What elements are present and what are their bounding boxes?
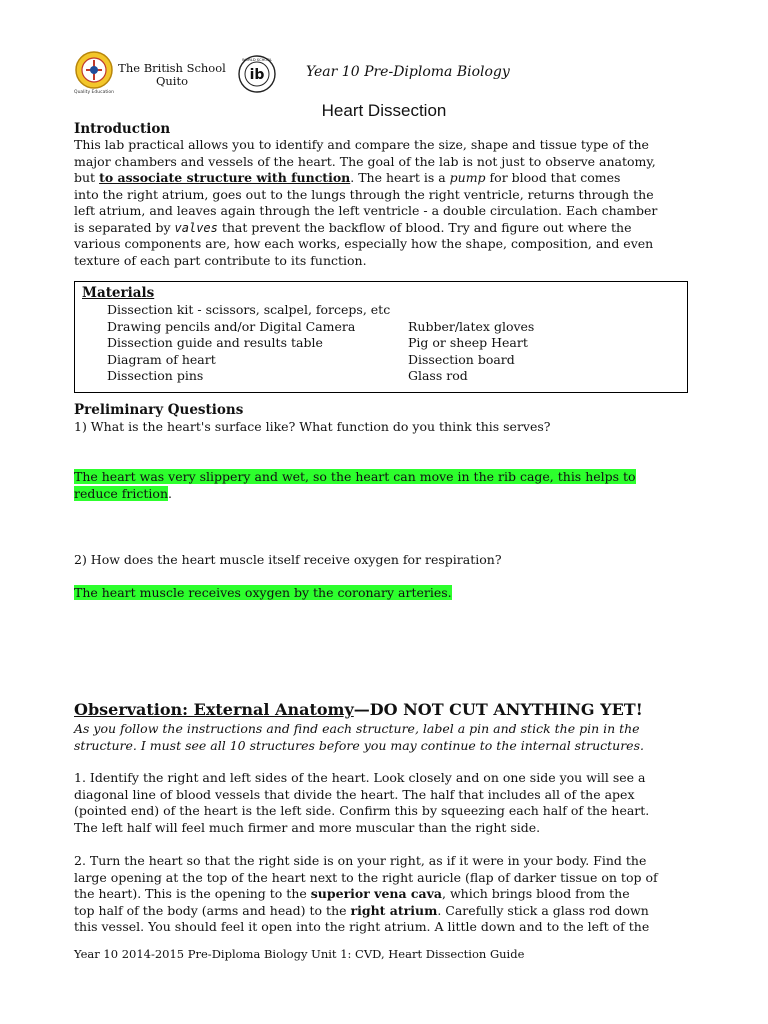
step-2-paragraph: 2. Turn the heart so that the right side is on your right, as if it were in your body. Find the large opening at the top of the heart next to the right auricle (flap of darker tissue on top of the heart). This is the opening to the superior vena cava, which brings blood from the top half of the body (arms and head) to the right atrium. Carefully stick a glass rod down this vessel. You should feel it open into the right atrium. A little down and to the left of the — [74, 853, 658, 934]
introduction-paragraph: This lab practical allows you to identify and compare the size, shape and tissue type of the major chambers and vessels of the heart. The goal of the lab is not just to observe anatomy, but to associate structure with function. The heart is a pump for blood that comes into the right atrium, goes out to the lungs through the right ventricle, returns through the left atrium, and leaves again through the left ventricle - a double circulation. Each chamber is separated by valves that prevent the backflow of blood. Try and figure out where the various components are, how each works, especially how the shape, composition, and even texture of each part contribute to its function. — [74, 137, 658, 268]
introduction-heading: Introduction — [74, 121, 171, 137]
materials-list-left — [107, 302, 390, 385]
svg-text:WORLD SCHOOL: WORLD SCHOOL — [242, 58, 272, 62]
preliminary-heading: Preliminary Questions — [74, 402, 244, 418]
svg-text:ib: ib — [249, 67, 265, 83]
list-item: Rubber/latex gloves — [408, 318, 535, 334]
list-item: Dissection guide and results table — [107, 335, 323, 350]
question-1: 1) What is the heart's surface like? What function do you think this serves? — [74, 419, 551, 434]
list-item: Glass rod — [408, 368, 468, 383]
question-2: 2) How does the heart muscle itself receive oxygen for respiration? — [74, 552, 502, 567]
school-name: The British School Quito — [118, 61, 226, 88]
step-1-paragraph: 1. Identify the right and left sides of the heart. Look closely and on one side you will see a diagonal line of blood vessels that divide the heart. The half that includes all of the apex (pointed end) of the heart is the left side. Confirm this by squeezing each half of the heart. The left half will feel much firmer and more muscular than the right side. — [74, 770, 650, 835]
course-title: Year 10 Pre-Diploma Biology — [306, 64, 510, 80]
school-logo — [72, 50, 116, 96]
list-item: Dissection pins — [107, 368, 204, 383]
answer-1: The heart was very slippery and wet, so the heart can move in the rib cage, this helps to reduce friction. — [74, 469, 636, 501]
observation-heading: Observation: External Anatomy—DO NOT CUT ANYTHING YET! — [74, 700, 643, 719]
list-item: Pig or sheep Heart — [408, 335, 528, 350]
list-item: Drawing pencils and/or Digital Camera — [107, 318, 356, 334]
page-title: Heart Dissection — [321, 101, 447, 120]
answer-2: The heart muscle receives oxygen by the coronary arteries. — [74, 585, 452, 600]
materials-list-right — [408, 319, 534, 385]
list-item: Dissection kit - scissors, scalpel, forceps, etc — [107, 302, 391, 317]
ib-world-school-logo — [234, 54, 280, 94]
svg-text:Quality Education: Quality Education — [74, 90, 114, 95]
page-footer: Year 10 2014-2015 Pre-Diploma Biology Unit 1: CVD, Heart Dissection Guide — [74, 947, 525, 961]
list-item: Dissection board — [408, 351, 515, 367]
list-item: Diagram of heart — [107, 351, 216, 367]
observation-intro: As you follow the instructions and find each structure, label a pin and stick the pin in the structure. I must see all 10 structures before you may continue to the internal structures. — [74, 721, 644, 753]
materials-heading: Materials — [82, 285, 155, 301]
